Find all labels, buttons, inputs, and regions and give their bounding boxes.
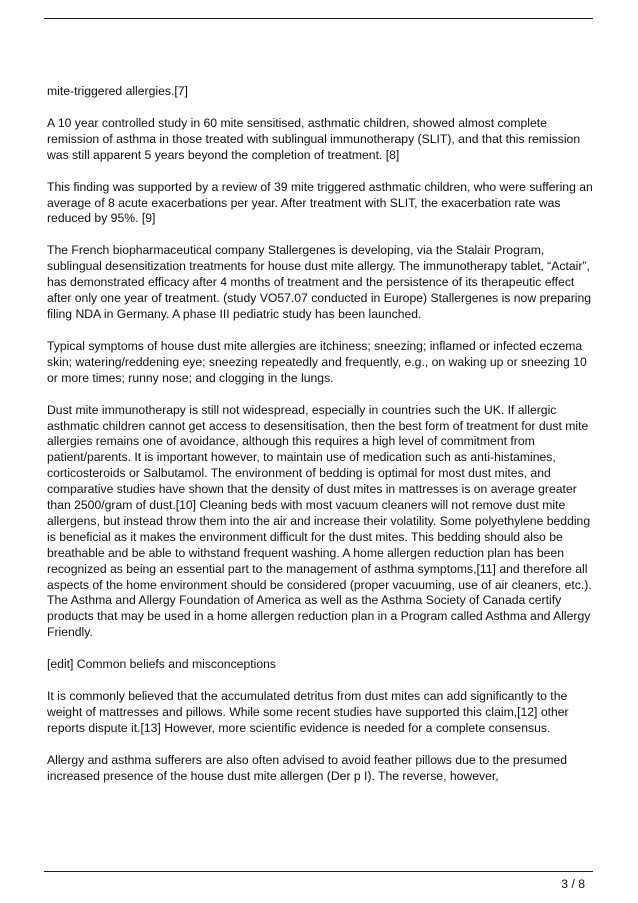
page-number: 3 / 8	[561, 877, 585, 891]
footer-rule	[44, 871, 593, 872]
document-body	[47, 84, 595, 801]
paragraph-stallergenes: The French biopharmaceutical company Stallergenes is developing, via the Stalair Program, sublingual desensitization treatments for house dust mite allergy. The immunotherapy tablet, “Actair”, has demonstrated efficacy after 4 months of treatment and the persistence of its therapeutic effect after only one year of treatment. (study VO57.07 conducted in Europe) Stallergenes is now preparing filing NDA in Germany. A phase III pediatric study has been launched.	[47, 243, 592, 321]
paragraph-slit-study: A 10 year controlled study in 60 mite sensitised, asthmatic children, showed almost complete remission of asthma in those treated with sublingual immunotherapy (SLIT), and that this remission was still apparent 5 years beyond the completion of treatment. [8]	[47, 115, 581, 162]
paragraph-feather-pillows: Allergy and asthma sufferers are also often advised to avoid feather pillows due to the presumed increased presence of the house dust mite allergen (Der p I). The reverse, however,	[47, 752, 568, 783]
paragraph-immunotherapy: Dust mite immunotherapy is still not widespread, especially in countries such the UK. If allergic asthmatic children cannot get access to desensitisation, then the best form of treatment for dust mite allergies remains one of avoidance, although this requires a high level of commitment from patient/parents. It is important however, to maintain use of medication such as anti-histamines, corticosteroids or Salbutamol. The environment of bedding is optimal for most dust mites, and comparative studies have shown that the density of dust mites in mattresses is on average greater than 2500/gram of dust.[10] Cleaning beds with most vacuum cleaners will not remove dust mite allergens, but instead throw them into the air and increase their volatility. Some polyethylene bedding is beneficial as it makes the environment difficult for the dust mites. This bedding should also be breathable and be able to withstand frequent washing. A home allergen reduction plan has been recognized as being an essential part to the management of asthma symptoms,[11] and therefore all aspects of the home environment should be considered (proper vacuuming, use of air cleaners, etc.). The Asthma and Allergy Foundation of America as well as the Asthma Society of Canada certify products that may be used in a home allergen reduction plan in a Program called Asthma and Allergy Friendly.	[47, 402, 592, 640]
paragraph-beliefs: It is commonly believed that the accumulated detritus from dust mites can add significantly to the weight of mattresses and pillows. While some recent studies have supported this claim,[12] other reports dispute it.[13] However, more scientific evidence is needed for a complete consensus.	[47, 689, 569, 735]
paragraph-continuation: mite-triggered allergies.[7]	[47, 84, 188, 98]
header-rule	[44, 18, 593, 19]
section-heading-misconceptions: [edit] Common beliefs and misconceptions	[47, 657, 276, 672]
paragraph-symptoms: Typical symptoms of house dust mite allergies are itchiness; sneezing; inflamed or infected eczema skin; watering/reddening eye; sneezing repeatedly and frequently, e.g., on waking up or sneezing 10 or more times; runny nose; and clogging in the lungs.	[47, 338, 587, 385]
paragraph-review: This finding was supported by a review of 39 mite triggered asthmatic children, who were suffering an average of 8 acute exacerbations per year. After treatment with SLIT, the exacerbation rate was reduced by 95%. [9]	[47, 179, 593, 226]
